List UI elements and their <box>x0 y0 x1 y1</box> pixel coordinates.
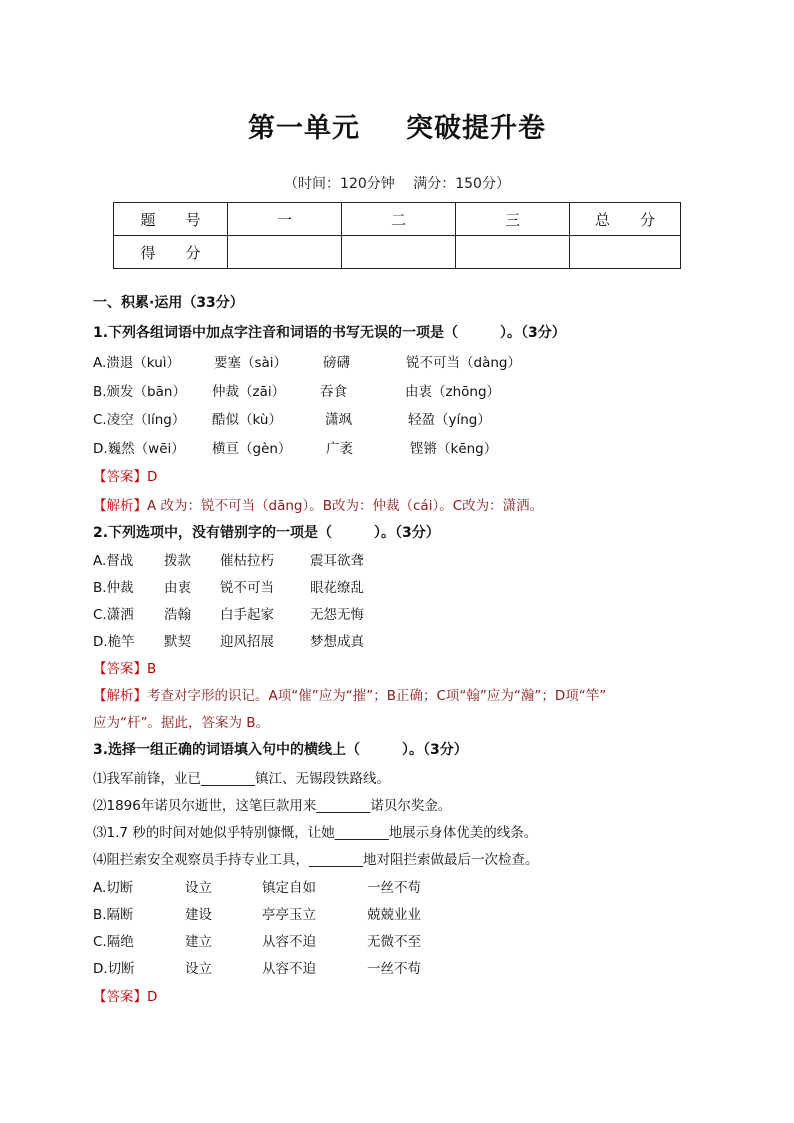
option-cell: 梦想成真 <box>310 634 364 650</box>
option-cell: 横亘（gèn） <box>212 441 292 457</box>
option-cell: 亭亭玉立 <box>262 907 316 923</box>
option-cell: 酷似（kù） <box>212 412 282 428</box>
option-cell: 拨款 <box>164 553 191 569</box>
option-cell: 从容不迫 <box>262 961 316 977</box>
option-cell: 催枯拉朽 <box>220 553 274 569</box>
question-1-analysis <box>93 494 543 514</box>
option-cell: 建设 <box>185 907 212 923</box>
answer-value: D <box>147 469 158 485</box>
option-cell: B.隔断 <box>93 907 134 923</box>
answer-label: 【答案】 <box>93 989 147 1005</box>
analysis-text-line-1: 考查对字形的识记。A项“催”应为“摧”；B正确；C项“翰”应为“瀚”；D项“竿” <box>147 688 607 704</box>
option-cell: 锐不可当 <box>220 580 274 596</box>
option-cell: 仲裁（zāi） <box>212 384 286 400</box>
option-cell: A.溃退（kuì） <box>93 355 180 371</box>
question-2-analysis <box>93 684 606 704</box>
option-cell: A.切断 <box>93 880 134 896</box>
option-cell: 由衷 <box>164 580 191 596</box>
score-table <box>113 202 681 269</box>
question-3-sentence: ⑵1896年诺贝尔逝世，这笔巨款用来________诺贝尔奖金。 <box>93 798 452 814</box>
answer-label: 【答案】 <box>93 661 147 677</box>
option-cell: C.隔绝 <box>93 934 134 950</box>
option-cell: 震耳欲聋 <box>310 553 364 569</box>
option-cell: 默契 <box>164 634 191 650</box>
option-cell: C.凌空（líng） <box>93 412 186 428</box>
option-cell: 建立 <box>185 934 212 950</box>
option-cell: 白手起家 <box>220 607 274 623</box>
option-cell: 浩翰 <box>164 607 191 623</box>
option-cell: C.潇洒 <box>93 607 134 623</box>
option-cell: 一丝不苟 <box>367 880 421 896</box>
title-name: 突破提升卷 <box>406 113 546 144</box>
title-unit: 第一单元 <box>248 113 360 144</box>
option-cell: B.颁发（bān） <box>93 384 186 400</box>
score-table-score-row <box>114 236 681 269</box>
question-3-sentence: ⑶1.7 秒的时间对她似乎特别慷慨，让她________地展示身体优美的线条。 <box>93 825 538 841</box>
option-cell: 设立 <box>185 880 212 896</box>
score-cell <box>342 236 456 269</box>
option-cell: 锐不可当（dàng） <box>406 355 521 371</box>
analysis-label: 【解析】 <box>93 498 147 514</box>
question-1-answer <box>93 465 157 485</box>
option-cell: 从容不迫 <box>262 934 316 950</box>
option-cell: B.仲裁 <box>93 580 134 596</box>
option-cell: 潇飒 <box>325 412 352 428</box>
option-cell: 迎风招展 <box>220 634 274 650</box>
score-row-label: 得 分 <box>114 236 228 269</box>
score-cell <box>456 236 570 269</box>
score-header-cell: 一 <box>228 203 342 236</box>
score-header-cell: 题 号 <box>114 203 228 236</box>
answer-value: B <box>147 661 157 677</box>
option-cell: 无微不至 <box>367 934 421 950</box>
analysis-label: 【解析】 <box>93 688 147 704</box>
option-cell: 兢兢业业 <box>367 907 421 923</box>
score-cell <box>570 236 681 269</box>
question-3-sentence: ⑷阻拦索安全观察员手持专业工具，________地对阻拦索做最后一次检查。 <box>93 852 539 868</box>
option-cell: D.巍然（wēi） <box>93 441 185 457</box>
option-cell: A.督战 <box>93 553 134 569</box>
score-header-cell: 三 <box>456 203 570 236</box>
score-cell <box>228 236 342 269</box>
question-2-analysis-cont: 应为“杆”。据此，答案为 B。 <box>93 715 270 731</box>
option-cell: 一丝不苟 <box>367 961 421 977</box>
exam-info: （时间：120分钟 满分：150分） <box>284 176 510 192</box>
option-cell: 镇定自如 <box>262 880 316 896</box>
question-1-stem: 1.下列各组词语中加点字注音和词语的书写无误的一项是（ ）。（3分） <box>93 325 566 341</box>
option-cell: 广袤 <box>326 441 353 457</box>
score-table-header-row <box>114 203 681 236</box>
question-3-sentence: ⑴我军前锋，业已________镇江、无锡段铁路线。 <box>93 771 390 787</box>
option-cell: D.桅竿 <box>93 634 135 650</box>
option-cell: 铿锵（kēng） <box>410 441 498 457</box>
answer-value: D <box>147 989 158 1005</box>
question-3-stem: 3.选择一组正确的词语填入句中的横线上（ ）。（3分） <box>93 742 468 758</box>
option-cell: 眼花缭乱 <box>310 580 364 596</box>
option-cell: 无怨无悔 <box>310 607 364 623</box>
score-header-cell: 总 分 <box>570 203 681 236</box>
option-cell: 设立 <box>185 961 212 977</box>
question-2-stem: 2.下列选项中，没有错别字的一项是（ ）。（3分） <box>93 525 440 541</box>
question-3-answer <box>93 985 157 1005</box>
score-header-cell: 二 <box>342 203 456 236</box>
section-heading: 一、积累·运用（33分） <box>93 295 244 311</box>
option-cell: 吞食 <box>320 384 347 400</box>
page-title <box>0 106 794 145</box>
analysis-text: A 改为：锐不可当（dāng）。B改为：仲裁（cái）。C改为：潇洒。 <box>147 498 544 514</box>
question-2-answer <box>93 657 156 677</box>
option-cell: 磅礴 <box>323 355 350 371</box>
option-cell: 轻盈（yíng） <box>408 412 491 428</box>
option-cell: 由衷（zhōng） <box>405 384 501 400</box>
answer-label: 【答案】 <box>93 469 147 485</box>
option-cell: 要塞（sài） <box>214 355 288 371</box>
option-cell: D.切断 <box>93 961 135 977</box>
